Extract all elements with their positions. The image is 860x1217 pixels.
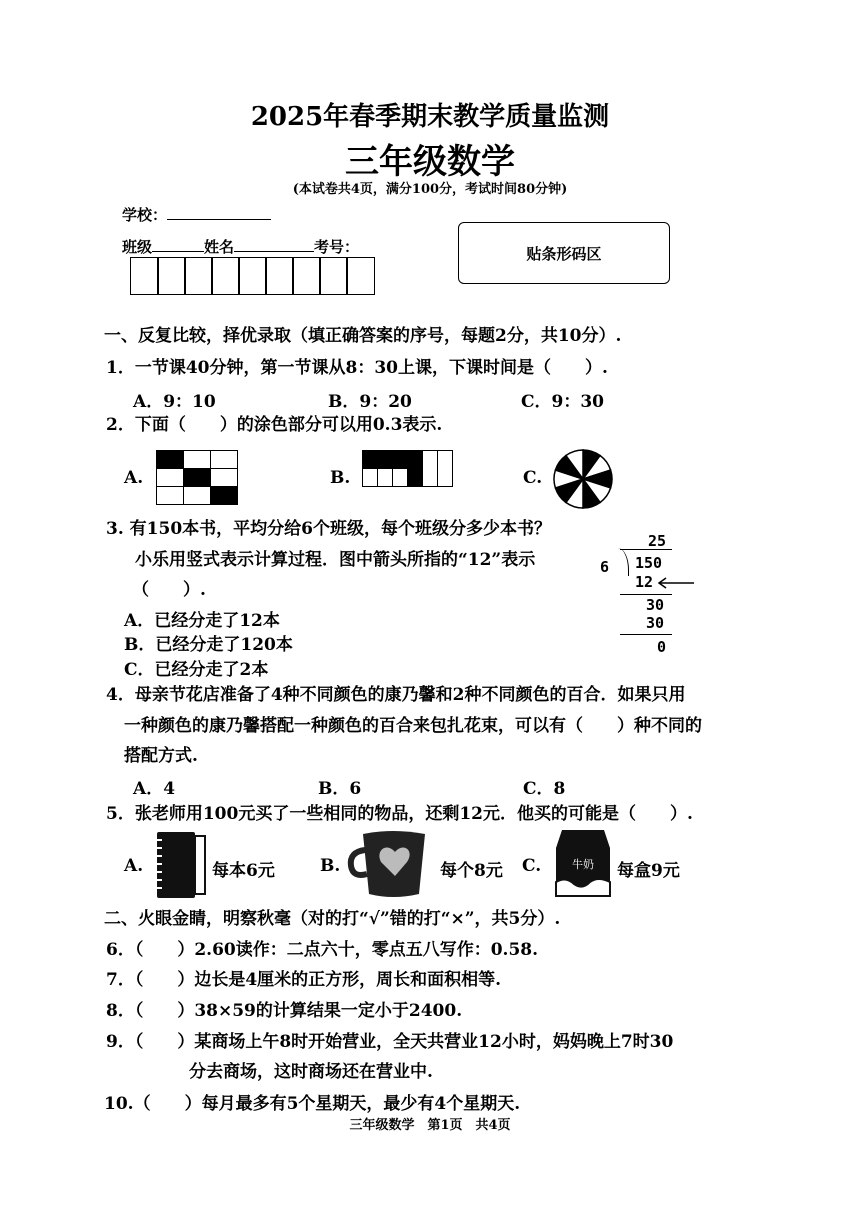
long-division (590, 528, 700, 658)
exam-no-label: 考号： (314, 238, 360, 256)
q3-option-c: C．已经分走了2本 (124, 660, 269, 680)
q4-option-b: B．6 (318, 779, 362, 799)
barcode-label: 贴条形码区 (526, 244, 602, 263)
section1-heading: 一、反复比较，择优录取（填正确答案的序号，每题2分，共10分）. (104, 326, 622, 346)
student-info-row (122, 236, 359, 257)
q5-price-c: 每盒9元 (617, 861, 680, 881)
step1: 12 (635, 573, 654, 591)
q3-line2: 小乐用竖式表示计算过程．图中箭头所指的“12”表示 (135, 550, 536, 570)
q8-text: 8．（ ）38×59的计算结果一定小于2400. (106, 1001, 463, 1021)
milk-label: 牛奶 (572, 858, 594, 871)
division-line-2 (620, 634, 672, 635)
step3: 30 (646, 614, 665, 632)
mug-icon (345, 828, 435, 900)
q3-option-b: B．已经分走了120本 (124, 635, 293, 655)
q4-option-a: A．4 (133, 779, 176, 799)
q2-option-c: C. (523, 468, 543, 488)
quotient: 25 (648, 532, 667, 550)
q1-text: 1．一节课40分钟，第一节课从8：30上课，下课时间是（ ）. (106, 358, 608, 378)
page-footer: 三年级数学 第1页 共4页 (349, 1118, 511, 1133)
name-label: 姓名 (204, 238, 235, 256)
exam-number-box[interactable] (265, 257, 294, 295)
q4-line2: 一种颜色的康乃馨搭配一种颜色的百合来包扎花束，可以有（ ）种不同的 (124, 716, 702, 736)
q5-option-a: A. (124, 856, 144, 876)
q1-option-b: B．9：20 (328, 392, 412, 412)
exam-number-box[interactable] (292, 257, 321, 295)
q5-text: 5．张老师用100元买了一些相同的物品，还剩12元．他买的可能是（ ）. (106, 804, 693, 824)
remainder: 0 (657, 638, 667, 656)
division-bracket (618, 548, 629, 576)
exam-number-box[interactable] (319, 257, 348, 295)
q2-text: 2．下面（ ）的涂色部分可以用0.3表示. (106, 415, 443, 435)
q1-option-a: A．9：10 (133, 392, 216, 412)
q4-line1: 4．母亲节花店准备了4种不同颜色的康乃馨和2种不同颜色的百合．如果只用 (106, 685, 686, 705)
q9-line2: 分去商场，这时商场还在营业中. (189, 1062, 433, 1082)
milk-box-icon (552, 828, 614, 900)
exam-number-box[interactable] (238, 257, 267, 295)
dividend: 150 (635, 554, 663, 572)
q2-option-a: A. (124, 468, 144, 488)
notebook-icon (153, 830, 209, 900)
q5-option-b: B. (320, 856, 341, 876)
exam-note: (本试卷共4页，满分100分，考试时间80分钟) (292, 182, 568, 197)
q2-option-b: B. (330, 468, 351, 488)
q5-price-b: 每个8元 (440, 861, 503, 881)
q2-figure-a (156, 450, 238, 505)
exam-subject: 三年级数学 (345, 142, 515, 182)
barcode-area (458, 222, 670, 284)
class-label: 班级 (122, 238, 153, 256)
exam-number-box[interactable] (211, 257, 240, 295)
exam-number-box[interactable] (157, 257, 186, 295)
q2-figure-c (552, 448, 614, 510)
exam-number-box[interactable] (130, 257, 159, 295)
school-field (122, 204, 271, 225)
q6-text: 6．（ ）2.60读作：二点六十，零点五八写作：0.58. (106, 940, 539, 960)
q2-figure-b (362, 450, 453, 487)
divisor: 6 (600, 558, 610, 576)
step2: 30 (646, 596, 665, 614)
exam-number-boxes[interactable] (130, 257, 373, 295)
q4-option-c: C．8 (523, 779, 566, 799)
school-label: 学校： (122, 206, 168, 224)
q5-option-c: C. (522, 856, 542, 876)
q3-option-a: A．已经分走了12本 (124, 611, 280, 631)
arrow-left-icon (656, 577, 696, 589)
section2-heading: 二、火眼金睛，明察秋毫（对的打“√”错的打“×”，共5分）. (104, 909, 561, 929)
q7-text: 7．（ ）边长是4厘米的正方形，周长和面积相等. (106, 970, 502, 990)
exam-number-box[interactable] (184, 257, 213, 295)
q9-line1: 9．（ ）某商场上午8时开始营业，全天共营业12小时，妈妈晚上7时30 (106, 1032, 674, 1052)
exam-title: 2025年春季期末教学质量监测 (250, 102, 610, 132)
exam-number-box[interactable] (346, 257, 375, 295)
division-bar (620, 549, 672, 550)
division-line-1 (620, 594, 672, 595)
q3-line3: （ ）. (132, 580, 206, 600)
q5-price-a: 每本6元 (212, 861, 275, 881)
q10-text: 10.（ ）每月最多有5个星期天，最少有4个星期天. (104, 1094, 521, 1114)
q1-option-c: C．9：30 (521, 392, 605, 412)
q4-line3: 搭配方式. (124, 746, 198, 766)
q3-line1: 3. 有150本书，平均分给6个班级，每个班级分多少本书？ (106, 519, 551, 539)
